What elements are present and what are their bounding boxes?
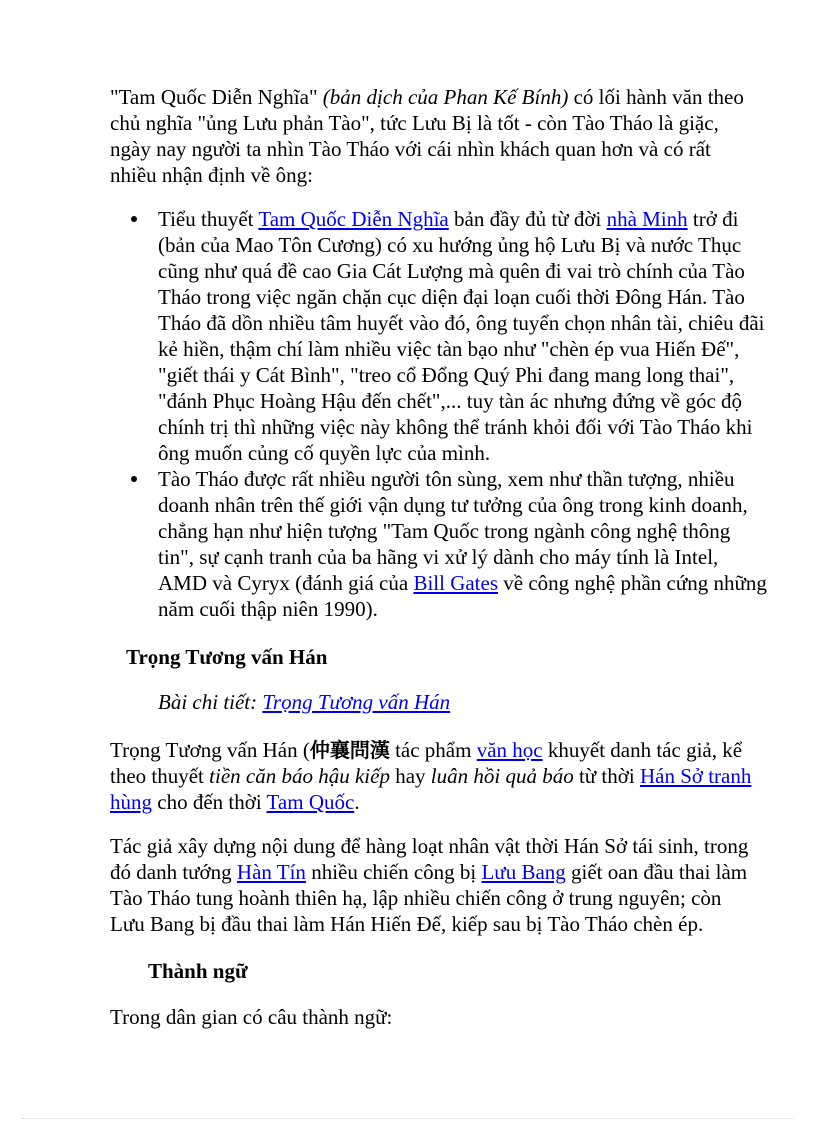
link-tam-quoc[interactable]: Tam Quốc (266, 790, 355, 814)
link-han-tin[interactable]: Hàn Tín (236, 860, 306, 884)
section-heading-thanh-ngu: Thành ngữ (148, 959, 248, 983)
p1-text-4: hay (389, 764, 431, 788)
intro-text-2: có lối hành văn theo chủ nghĩa "ủng Lưu phản Tào", tức Lưu Bị là tốt - còn Tào Tháo là giặc, ngày nay người ta nhìn Tào Tháo với cái nhìn khách quan hơn và có rất nhiều nhận định về ông: (110, 85, 744, 187)
trong-tuong-paragraph-1 (110, 737, 760, 815)
page-bottom-divider (22, 1118, 794, 1119)
link-tam-quoc-dien-nghia[interactable]: Tam Quốc Diễn Nghĩa (258, 207, 449, 231)
p1-text-6: cho đến thời (152, 790, 267, 814)
intro-translator-note: (bản dịch của Phan Kế Bính) (322, 85, 569, 109)
link-han-so-tranh-hung[interactable]: Hán Sở tranh hùng (110, 764, 752, 814)
p1-emphasis-1: tiền căn báo hậu kiếp (209, 764, 390, 788)
link-bill-gates[interactable]: Bill Gates (413, 571, 499, 595)
p1-text-1: Trọng Tương vấn Hán ( (110, 738, 310, 762)
opinion-list (158, 206, 768, 622)
detail-label: Bài chi tiết: (158, 690, 263, 714)
bullet2-text-1: Tào Tháo được rất nhiều người tôn sùng, xem như thần tượng, nhiều doanh nhân trên thế giới vận dụng tư tưởng của ông trong kinh doanh, chẳng hạn như hiện tượng "Tam Quốc trong ngành công nghệ thông tin", sự cạnh tranh của ba hãng vi xử lý dành cho máy tính là Intel, AMD và Cyryx (đánh giá của (158, 467, 748, 595)
detail-article-line (158, 689, 450, 715)
bullet-icon (131, 476, 137, 482)
p1-text-2: tác phẩm (389, 738, 477, 762)
trong-tuong-paragraph-2 (110, 833, 760, 937)
bullet1-text-1: Tiểu thuyết (158, 207, 259, 231)
intro-text-1: "Tam Quốc Diễn Nghĩa" (110, 85, 323, 109)
bullet1-text-3: trở đi (bản của Mao Tôn Cương) có xu hướng ủng hộ Lưu Bị và nước Thục cũng như quá đề cao Gia Cát Lượng mà quên đi vai trò chính của Tào Tháo trong việc ngăn chặn cục diện đại loạn cuối thời Đông Hán. Tào Tháo đã dồn nhiều tâm huyết vào đó, ông tuyển chọn nhân tài, chiêu đãi kẻ hiền, thậm chí làm nhiều việc tàn bạo như "chèn ép vua Hiến Đế", "giết thái y Cát Bình", "treo cổ Đổng Quý Phi đang mang long thai", "đánh Phục Hoàng Hậu đến chết",... tuy tàn ác nhưng đứng về góc độ chính trị thì những việc này không thể tránh khỏi đối với Tào Tháo khi ông muốn củng cố quyền lực của mình. (158, 207, 765, 465)
section-heading-trong-tuong-van-han: Trọng Tương vấn Hán (126, 645, 328, 669)
p1-text-7: . (354, 790, 360, 814)
thanh-ngu-paragraph: Trong dân gian có câu thành ngữ: (110, 1005, 393, 1029)
list-item (158, 466, 768, 622)
intro-paragraph (110, 84, 760, 188)
p1-emphasis-2: luân hồi quả báo (430, 764, 574, 788)
bullet2-text-2: về công nghệ phần cứng những năm cuối thập niên 1990). (158, 571, 767, 621)
p1-text-3: khuyết danh tác giả, kể theo thuyết (110, 738, 743, 788)
p1-text-5: từ thời (573, 764, 640, 788)
list-item (158, 206, 768, 466)
bullet-icon (131, 216, 137, 222)
link-nha-minh[interactable]: nhà Minh (606, 207, 688, 231)
link-luu-bang[interactable]: Lưu Bang (481, 860, 566, 884)
bullet1-text-2: bản đầy đủ từ đời (448, 207, 607, 231)
p2-text-3: giết oan đầu thai làm Tào Tháo tung hoành thiên hạ, lập nhiều chiến công ở trung nguyên; còn Lưu Bang bị đầu thai làm Hán Hiến Đế, kiếp sau bị Tào Tháo chèn ép. (110, 860, 748, 936)
detail-article-link[interactable]: Trọng Tương vấn Hán (262, 690, 451, 714)
link-van-hoc[interactable]: văn học (476, 738, 543, 762)
chinese-title: 仲襄問漢 (309, 738, 390, 762)
p2-text-1: Tác giả xây dựng nội dung để hàng loạt nhân vật thời Hán Sở tái sinh, trong đó danh tướng (110, 834, 749, 884)
p2-text-2: nhiều chiến công bị (305, 860, 482, 884)
